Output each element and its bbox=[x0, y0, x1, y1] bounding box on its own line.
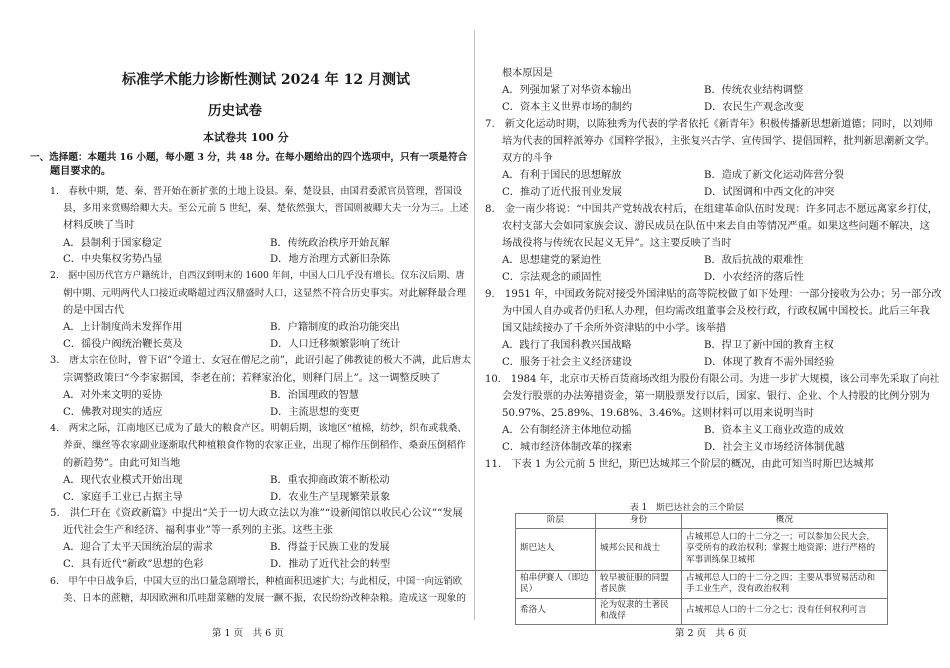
question-text: 2. 据中国历代官方户籍统计，自西汉到明末的 1600 年间，中国人口几乎没有增长。仅东汉后期、唐 bbox=[50, 270, 465, 281]
question-text: 1. 春秋中期，楚、秦、晋开始在新扩张的土地上设县。秦、楚设县，由国君委派官员管理，晋国设 bbox=[50, 186, 463, 197]
table-cell: 较早被征服的同盟者民族 bbox=[596, 570, 682, 598]
option-d[interactable]: D．主流思想的变更 bbox=[270, 407, 360, 418]
option-a[interactable]: A．践行了我国科教兴国战略 bbox=[502, 340, 632, 351]
table-header-cell: 身份 bbox=[596, 514, 682, 529]
option-d[interactable]: D．推动了近代社会的转型 bbox=[270, 559, 391, 570]
question-text: 6. 甲午中日战争后，中国大豆的出口量急剧增长，种植面积迅速扩大；与此相反，中国一向远销欧 bbox=[50, 576, 463, 587]
option-d[interactable]: D．农民生产观念改变 bbox=[704, 102, 804, 113]
option-d[interactable]: D．社会主义市场经济体制优越 bbox=[704, 442, 845, 453]
option-b[interactable]: B．敌后抗战的艰难性 bbox=[704, 255, 804, 266]
option-b[interactable]: B．重农抑商政策不断松动 bbox=[270, 475, 390, 486]
option-a[interactable]: A．有利于国民的思想解放 bbox=[502, 170, 622, 181]
option-c[interactable]: C．佛教对现实的适应 bbox=[63, 407, 163, 418]
question-text: 的新趋势”。由此可知当地 bbox=[63, 458, 181, 469]
option-d[interactable]: D．体现了教育不需外国经验 bbox=[704, 357, 835, 368]
question-text: 国又陆续接办了千余所外资津贴的中小学。该举措 bbox=[502, 323, 727, 334]
question-text: 3. 唐太宗在位时，曾下诏“令道士、女冠在僧尼之前”，此诏引起了佛教徒的极大不满，此后唐太 bbox=[50, 355, 472, 366]
option-b[interactable]: B．造成了新文化运动阵营分裂 bbox=[704, 170, 844, 181]
option-b[interactable]: B．得益于民族工业的发展 bbox=[270, 542, 390, 553]
question-text: 为中国人自办或者仍归私人办理，但均需改组董事会及校行政，行政权属中国校长。此后三年我 bbox=[502, 306, 930, 317]
section-heading: 一、选择题：本题共 16 小题，每小题 3 分，共 48 分。在每小题给出的四个选项中，只有一项是符合 bbox=[30, 152, 468, 163]
option-b[interactable]: B．捍卫了新中国的教育主权 bbox=[704, 340, 834, 351]
option-a[interactable]: A．思想建党的紧迫性 bbox=[502, 255, 602, 266]
option-c[interactable]: C．家庭手工业已占据主导 bbox=[63, 492, 183, 503]
question-text: 50.97%、25.89%、19.68%、3.46%。这则材料可以用来说明当时 bbox=[502, 408, 814, 419]
question-text: 双方的斗争 bbox=[502, 153, 553, 164]
question-text: 朝中期、元明两代人口接近或略超过西汉鼎盛时人口，这显然不符合历史事实。对此解释最合理 bbox=[63, 288, 466, 299]
sparta-classes-table bbox=[515, 513, 888, 625]
question-text: 7. 新文化运动时期，以陈独秀为代表的学者依托《新青年》积极传播新思想新道德；同时，以刘师 bbox=[485, 119, 933, 130]
exam-title: 标准学术能力诊断性测试 2024 年 12 月测试 bbox=[122, 72, 410, 88]
option-b[interactable]: B．户籍制度的政治功能突出 bbox=[270, 322, 400, 333]
question-text: 县，多用来赏赐给卿大夫。至公元前 5 世纪，秦、楚依然强大，晋国则被卿大夫一分为三。上述 bbox=[63, 203, 469, 214]
question-text: 5. 洪仁玕在《资政新篇》中提出“关于一切大政立法以为准”“设新闻馆以收民心公议”“发展 bbox=[50, 508, 463, 519]
question-text: 美、日本的蔗糖，却因欧洲和爪哇甜菜糖的发展一蹶不振，农民纷纷改种杂粮。造成这一现象的 bbox=[63, 593, 466, 604]
option-d[interactable]: D．人口迁移频繁影响了统计 bbox=[270, 339, 401, 350]
question-text: 的是中国古代 bbox=[63, 305, 125, 316]
option-d[interactable]: D．小农经济的落后性 bbox=[704, 272, 804, 283]
table-header-cell: 阶层 bbox=[516, 514, 596, 529]
option-a[interactable]: A．对外来文明的妥协 bbox=[63, 390, 163, 401]
question-text: 场战役将与传统农民起义无异”。这主要反映了当时 bbox=[502, 238, 732, 249]
table-cell: 斯巴达人 bbox=[516, 528, 596, 570]
question-text: 养蚕、缫丝等农家副业逐渐取代种植粮食作物的农家正业，出现了棉作压倒稻作、桑蚕压倒稻作 bbox=[63, 440, 466, 451]
option-c[interactable]: C．徭役户阀统治鞭长莫及 bbox=[63, 339, 183, 350]
question-text: 会发行股票的办法筹措资金，第一期股票发行以后，国家、银行、企业、个人持股的比例分别为 bbox=[502, 391, 930, 402]
question-text: 9. 1951 年，中国政务院对接受外国津贴的高等院校做了如下处理：一部分接收为公办；另一部分改 bbox=[485, 289, 942, 300]
question-text: 培为代表的国粹派筹办《国粹学报》，主张复兴古学、宣传国学、提倡国粹，批判新思潮新文学。 bbox=[502, 136, 935, 147]
option-c[interactable]: C．宗法观念的顽固性 bbox=[502, 272, 602, 283]
option-c[interactable]: C．城市经济体制改革的探索 bbox=[502, 442, 633, 453]
table-cell: 占城邦总人口的十二分之一；可以参加公民大会，享受所有的政治权利；掌握土地资源；进行严格的军事训练保卫城邦 bbox=[682, 528, 888, 570]
option-a[interactable]: A．迎合了太平天国统治层的需求 bbox=[63, 542, 213, 553]
section-heading-cont: 题目要求的。 bbox=[50, 165, 112, 177]
question-text: 农村支部大会如同家族会议、游民成员在队伍中来去自由等情况严重。如果这些问题不解决，这 bbox=[502, 221, 930, 232]
page-footer: 第 2 页 共 6 页 bbox=[675, 628, 747, 639]
option-c[interactable]: C．推动了近代报刊业发展 bbox=[502, 187, 622, 198]
option-d[interactable]: D．农业生产呈现繁荣景象 bbox=[270, 492, 391, 503]
score-note: 本试卷共 100 分 bbox=[203, 131, 289, 144]
option-b[interactable]: B．传统政治秩序开始瓦解 bbox=[270, 238, 390, 249]
question-text: 根本原因是 bbox=[502, 68, 553, 79]
table-cell: 希洛人 bbox=[516, 598, 596, 624]
option-b[interactable]: B．治国理政的智慧 bbox=[270, 390, 359, 401]
table-header-row bbox=[516, 514, 888, 529]
table-row bbox=[516, 570, 888, 598]
option-a[interactable]: A．公有制经济主体地位动摇 bbox=[502, 425, 632, 436]
option-d[interactable]: D．试图调和中西文化的冲突 bbox=[704, 187, 835, 198]
table-cell: 占城邦总人口的十二分之七；没有任何权利可言 bbox=[682, 598, 888, 624]
option-c[interactable]: C．中央集权劣势凸显 bbox=[63, 254, 163, 265]
table-row bbox=[516, 528, 888, 570]
question-text: 4. 两宋之际，江南地区已成为了最大的粮食产区。明朝后期，该地区“植棉，纺纱，织布或栽桑、 bbox=[50, 423, 467, 434]
table-caption: 表 1 斯巴达社会的三个阶层 bbox=[630, 503, 744, 513]
option-c[interactable]: C．服务于社会主义经济建设 bbox=[502, 357, 633, 368]
table-cell: 城邦公民和战士 bbox=[596, 528, 682, 570]
option-a[interactable]: A．上计制度尚未发挥作用 bbox=[63, 322, 183, 333]
table-header-cell: 概况 bbox=[682, 514, 888, 529]
question-text: 近代社会生产和经济、福利事业”等一系列的主张。这些主张 bbox=[63, 525, 334, 536]
option-c[interactable]: C．资本主义世界市场的制约 bbox=[502, 102, 633, 113]
question-text: 宗调整政策曰“今李家据国，李老在前；若释家治化，则释门居上”。这一调整反映了 bbox=[63, 373, 441, 384]
subject-title: 历史试卷 bbox=[208, 103, 262, 119]
option-a[interactable]: A．县制利于国家稳定 bbox=[63, 238, 163, 249]
option-c[interactable]: C．具有近代“新政”思想的色彩 bbox=[63, 559, 204, 570]
question-text: 材料反映了当时 bbox=[63, 220, 135, 231]
question-text: 11. 下表 1 为公元前 5 世纪，斯巴达城邦三个阶层的概况，由此可知当时斯巴达城邦 bbox=[485, 459, 874, 470]
option-b[interactable]: B．传统农业结构调整 bbox=[704, 85, 804, 96]
table-cell: 柏串伊赛人（即边民） bbox=[516, 570, 596, 598]
option-a[interactable]: A．列强加紧了对华资本输出 bbox=[502, 85, 632, 96]
option-b[interactable]: B．资本主义工商业改造的成效 bbox=[704, 425, 844, 436]
question-text: 8. 金一南少将说：“中国共产党转战农村后，在组建革命队伍时发现：许多同志不愿远离家乡打仗， bbox=[485, 204, 938, 215]
table-row bbox=[516, 598, 888, 624]
option-a[interactable]: A．现代农业模式开始出现 bbox=[63, 475, 183, 486]
option-d[interactable]: D．地方治理方式新旧杂陈 bbox=[270, 254, 391, 265]
table-cell: 占城邦总人口的十二分之四；主要从事贸易活动和手工业生产，没有政治权利 bbox=[682, 570, 888, 598]
question-text: 10. 1984 年，北京市天桥百货商场改组为股份有限公司。为进一步扩大规模，该公司率先采取了向社 bbox=[485, 374, 940, 385]
page-footer: 第 1 页 共 6 页 bbox=[212, 628, 284, 639]
table-cell: 沦为奴隶的土著民和战俘 bbox=[596, 598, 682, 624]
